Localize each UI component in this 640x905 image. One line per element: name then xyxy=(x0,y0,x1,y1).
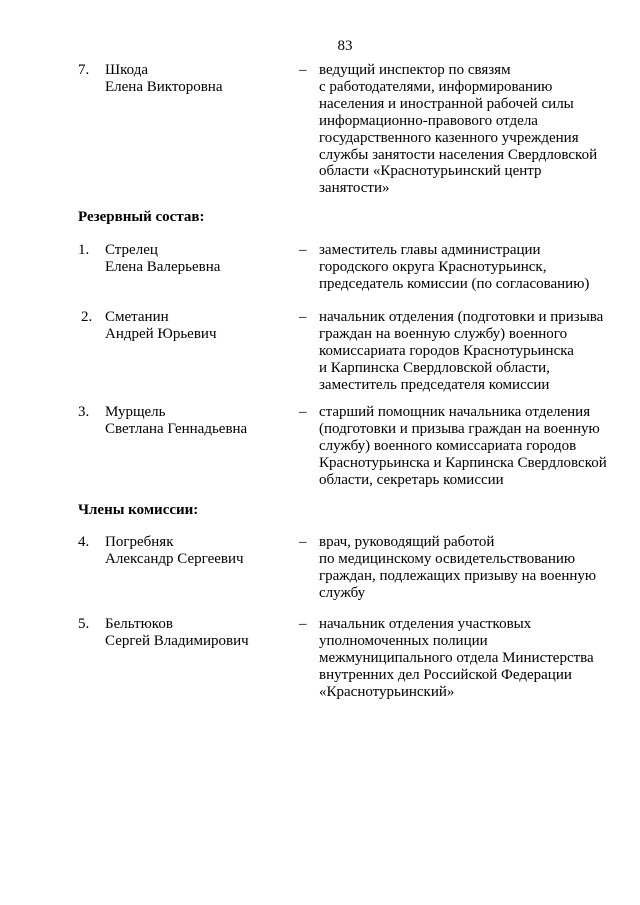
entry-name xyxy=(105,62,295,96)
desc-line: внутренних дел Российской Федерации xyxy=(319,666,572,683)
desc-line: заместитель председателя комиссии xyxy=(319,376,550,393)
entry-number: 2. xyxy=(81,309,93,325)
dash: – xyxy=(299,404,307,420)
surname: Шкода xyxy=(105,62,149,78)
desc-line: Краснотурьинска и Карпинска Свердловской xyxy=(319,454,607,471)
given-names: Сергей Владимирович xyxy=(105,632,249,649)
desc-line: области, секретарь комиссии xyxy=(319,471,504,488)
desc-line: начальник отделения (подготовки и призыва xyxy=(319,309,604,325)
entry-description xyxy=(319,309,623,394)
entry-name xyxy=(105,534,295,568)
desc-line: области «Краснотурьинский центр xyxy=(319,163,542,180)
given-names: Андрей Юрьевич xyxy=(105,325,217,342)
desc-line: с работодателями, информированию xyxy=(319,78,553,95)
desc-line: заместитель главы администрации xyxy=(319,242,541,258)
entry-name xyxy=(105,616,295,650)
desc-line: «Краснотурьинский» xyxy=(319,683,455,700)
entry-name xyxy=(105,309,295,343)
dash: – xyxy=(299,309,307,325)
entry-description xyxy=(319,404,623,489)
desc-line: городского округа Краснотурьинск, xyxy=(319,258,547,275)
desc-line: службы занятости населения Свердловской xyxy=(319,146,598,163)
entry-description xyxy=(319,616,623,701)
entry-description xyxy=(319,62,623,197)
page-number: 83 xyxy=(337,38,353,54)
desc-line: ведущий инспектор по связям xyxy=(319,62,511,78)
given-names: Елена Викторовна xyxy=(105,78,223,95)
reserve-heading: Резервный состав: xyxy=(78,209,205,225)
entry-number: 7. xyxy=(78,62,90,78)
entry-number: 5. xyxy=(78,616,90,632)
desc-line: граждан на военную службу) военного xyxy=(319,325,568,342)
dash: – xyxy=(299,534,307,550)
desc-line: врач, руководящий работой xyxy=(319,534,495,550)
desc-line: по медицинскому освидетельствованию xyxy=(319,550,576,567)
desc-line: уполномоченных полиции xyxy=(319,632,488,649)
surname: Стрелец xyxy=(105,242,158,258)
entry-name xyxy=(105,404,295,438)
surname: Мурщель xyxy=(105,404,166,420)
desc-line: службу xyxy=(319,584,366,601)
entry-number: 1. xyxy=(78,242,90,258)
entry-number: 3. xyxy=(78,404,90,420)
desc-line: информационно-правового отдела xyxy=(319,112,538,129)
entry-description xyxy=(319,242,623,293)
desc-line: граждан, подлежащих призыву на военную xyxy=(319,567,597,584)
desc-line: занятости» xyxy=(319,180,390,197)
desc-line: населения и иностранной рабочей силы xyxy=(319,95,574,112)
desc-line: межмуниципального отдела Министерства xyxy=(319,649,594,666)
given-names: Александр Сергеевич xyxy=(105,550,244,567)
desc-line: начальник отделения участковых xyxy=(319,616,532,632)
entry-number: 4. xyxy=(78,534,90,550)
entry-description xyxy=(319,534,623,602)
dash: – xyxy=(299,62,307,78)
desc-line: (подготовки и призыва граждан на военную xyxy=(319,420,600,437)
surname: Сметанин xyxy=(105,309,169,325)
desc-line: старший помощник начальника отделения xyxy=(319,404,591,420)
dash: – xyxy=(299,242,307,258)
desc-line: службу) военного комиссариата городов xyxy=(319,437,577,454)
desc-line: комиссариата городов Краснотурьинска xyxy=(319,342,574,359)
surname: Погребняк xyxy=(105,534,174,550)
members-heading: Члены комиссии: xyxy=(78,502,199,518)
entry-name xyxy=(105,242,295,276)
dash: – xyxy=(299,616,307,632)
surname: Бельтюков xyxy=(105,616,173,632)
given-names: Светлана Геннадьевна xyxy=(105,420,248,437)
desc-line: председатель комиссии (по согласованию) xyxy=(319,275,590,292)
given-names: Елена Валерьевна xyxy=(105,258,221,275)
desc-line: государственного казенного учреждения xyxy=(319,129,579,146)
desc-line: и Карпинска Свердловской области, xyxy=(319,359,550,376)
